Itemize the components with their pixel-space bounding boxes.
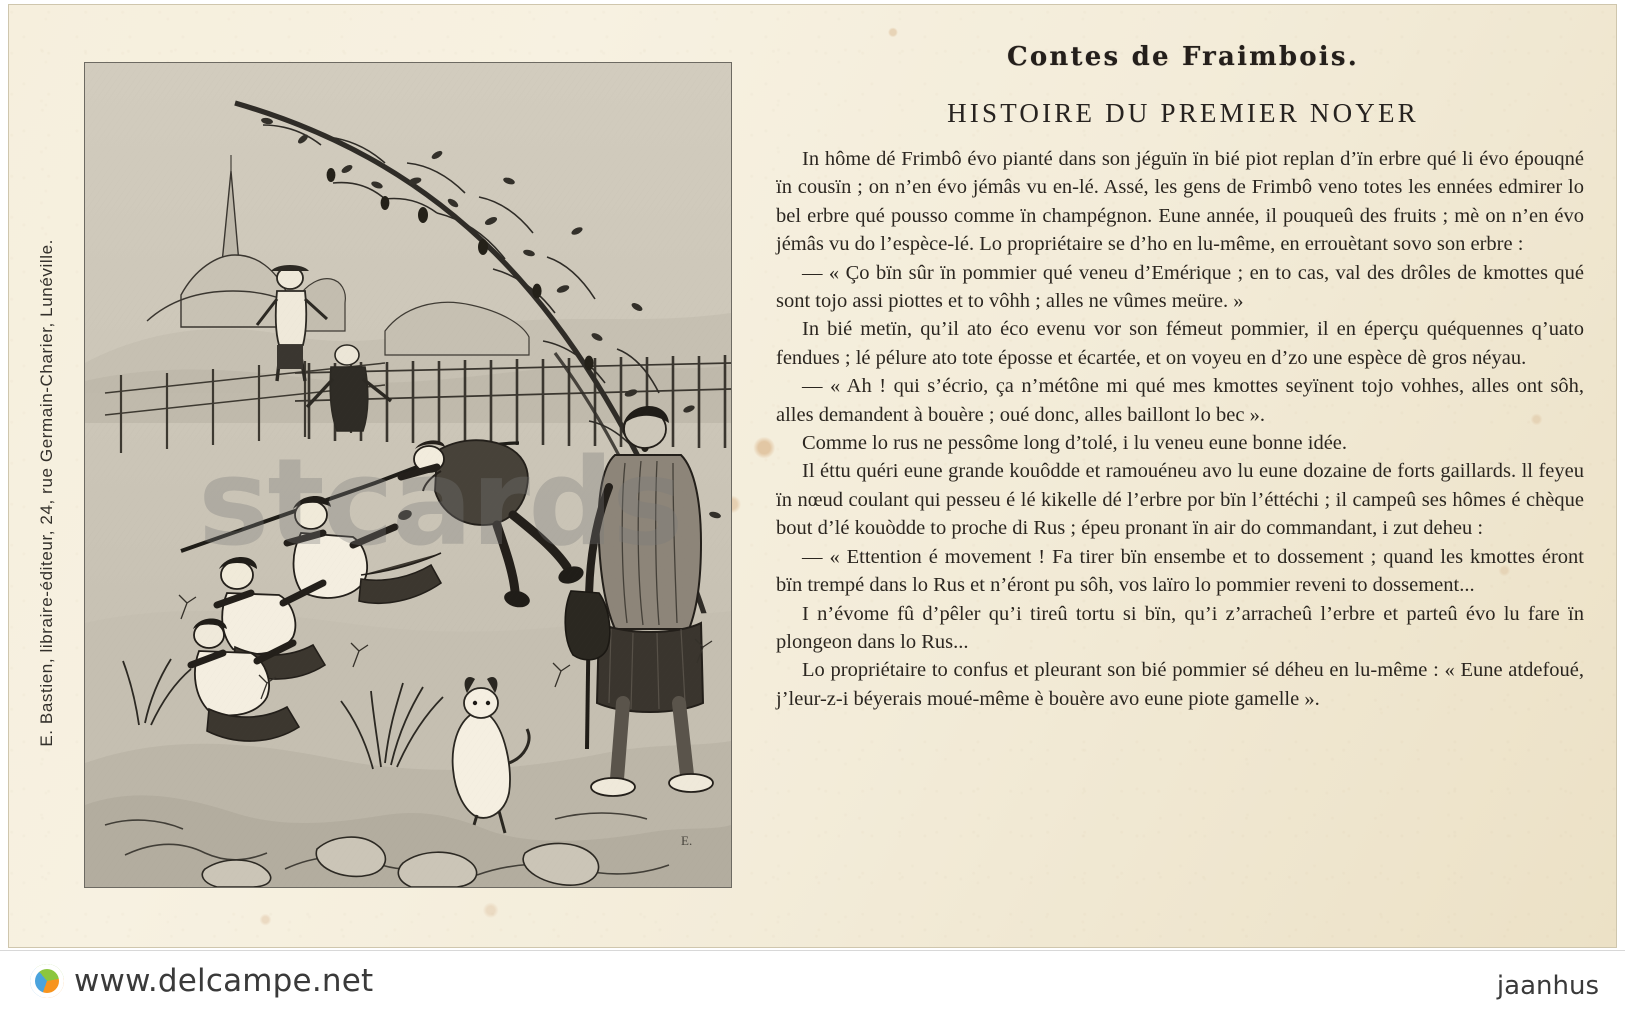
story-paragraph: In bié metïn, qu’il ato éco evenu vor son fémeut pommier, il en éperçu quéquennes q’uato fendues ; lé pélure ato tote éposse et écartée, et on voyeu en d’zo une espèce dè gros néyau. bbox=[776, 318, 1584, 369]
story-body bbox=[768, 145, 1598, 713]
story-paragraph: I n’évome fû d’pêler qu’i tireû tortu si bïn, qu’i z’arracheû l’erbre et parteû évo lu fare ïn plongeon dans lo Rus... bbox=[776, 602, 1584, 653]
delcampe-watermark[interactable] bbox=[30, 963, 373, 999]
series-title: Contes de Fraimbois. bbox=[1007, 42, 1359, 72]
postcard-card bbox=[8, 4, 1617, 948]
illustration-frame bbox=[84, 62, 732, 888]
story-paragraph: — « Ço bïn sûr ïn pommier qué veneu d’Emérique ; en to cas, val des drôles de kmottes qué sont tojo assi piottes et to vôhh ; alles ne vûmes meüre. » bbox=[776, 261, 1584, 313]
watermark-overlay: stcards bbox=[198, 434, 682, 573]
svg-text:E.: E. bbox=[681, 833, 693, 848]
footer-bar bbox=[0, 950, 1625, 1023]
illustration-engraving bbox=[85, 63, 731, 887]
delcampe-url: www.delcampe.net bbox=[74, 963, 374, 999]
story-paragraph: — « Ettention é movement ! Fa tirer bïn ensembe et to dossement ; quand les kmottes éront bïn trempé dans lo Rus et n’éront pu sôh, vos laïro lo pommier reveni to dossement... bbox=[776, 545, 1584, 597]
story-title: HISTOIRE DU PREMIER NOYER bbox=[947, 98, 1419, 128]
delcampe-logo-icon bbox=[30, 964, 64, 998]
uploader-name: jaanhus bbox=[1496, 971, 1599, 1001]
story-paragraph: In hôme dé Frimbô évo pianté dans son jéguïn ïn bié piot replan d’ïn erbre qué li évo épouqné ïn cousïn ; on n’en évo jémâs vu en-lé. Assé, les gens de Frimbô veno totes les ennées edmirer lo bel erbre qué pousso comme ïn champégnon. Eune année, il pouqueû des fruits ; mè on n’en évo jémâs vu do l’espèce-lé. Lo propriétaire se d’ho en lu-même, en errouètant sovo son erbre : bbox=[776, 148, 1584, 256]
story-paragraph: Lo propriétaire to confus et pleurant son bié pommier sé déheu en lu-même : « Eune atdefoué, j’leur-z-i béyerais moué-même è bouère avo eune piote gamelle ». bbox=[776, 659, 1584, 710]
story-paragraph: — « Ah ! qui s’écrio, ça n’métône mi qué mes kmottes seyïnent tojo vohhes, alles ont sôh, alles demandent à bouère ; oué donc, alles baillont lo bec ». bbox=[776, 375, 1584, 426]
story-paragraph: Comme lo rus ne pessôme long d’tolé, i lu veneu eune bonne idée. bbox=[802, 432, 1348, 455]
story-paragraph: Il éttu quéri eune grande kouôdde et ramouéneu avo lu eune dozaine de forts gaillards. ll feyeu ïn nœud coulant qui pesseu é lé kikelle dé l’erbre por bïn l’éttéchi ; il campeû ses hômes é chèque bout d’lé kouòdde to proche di Rus ; épeu pronant ïn air do commandant, i zut deheu : bbox=[776, 460, 1584, 540]
text-column bbox=[768, 36, 1598, 896]
publisher-imprint: E. Bastien, libraire-éditeur, 24, rue Germain-Charier, Lunéville. bbox=[37, 239, 56, 747]
